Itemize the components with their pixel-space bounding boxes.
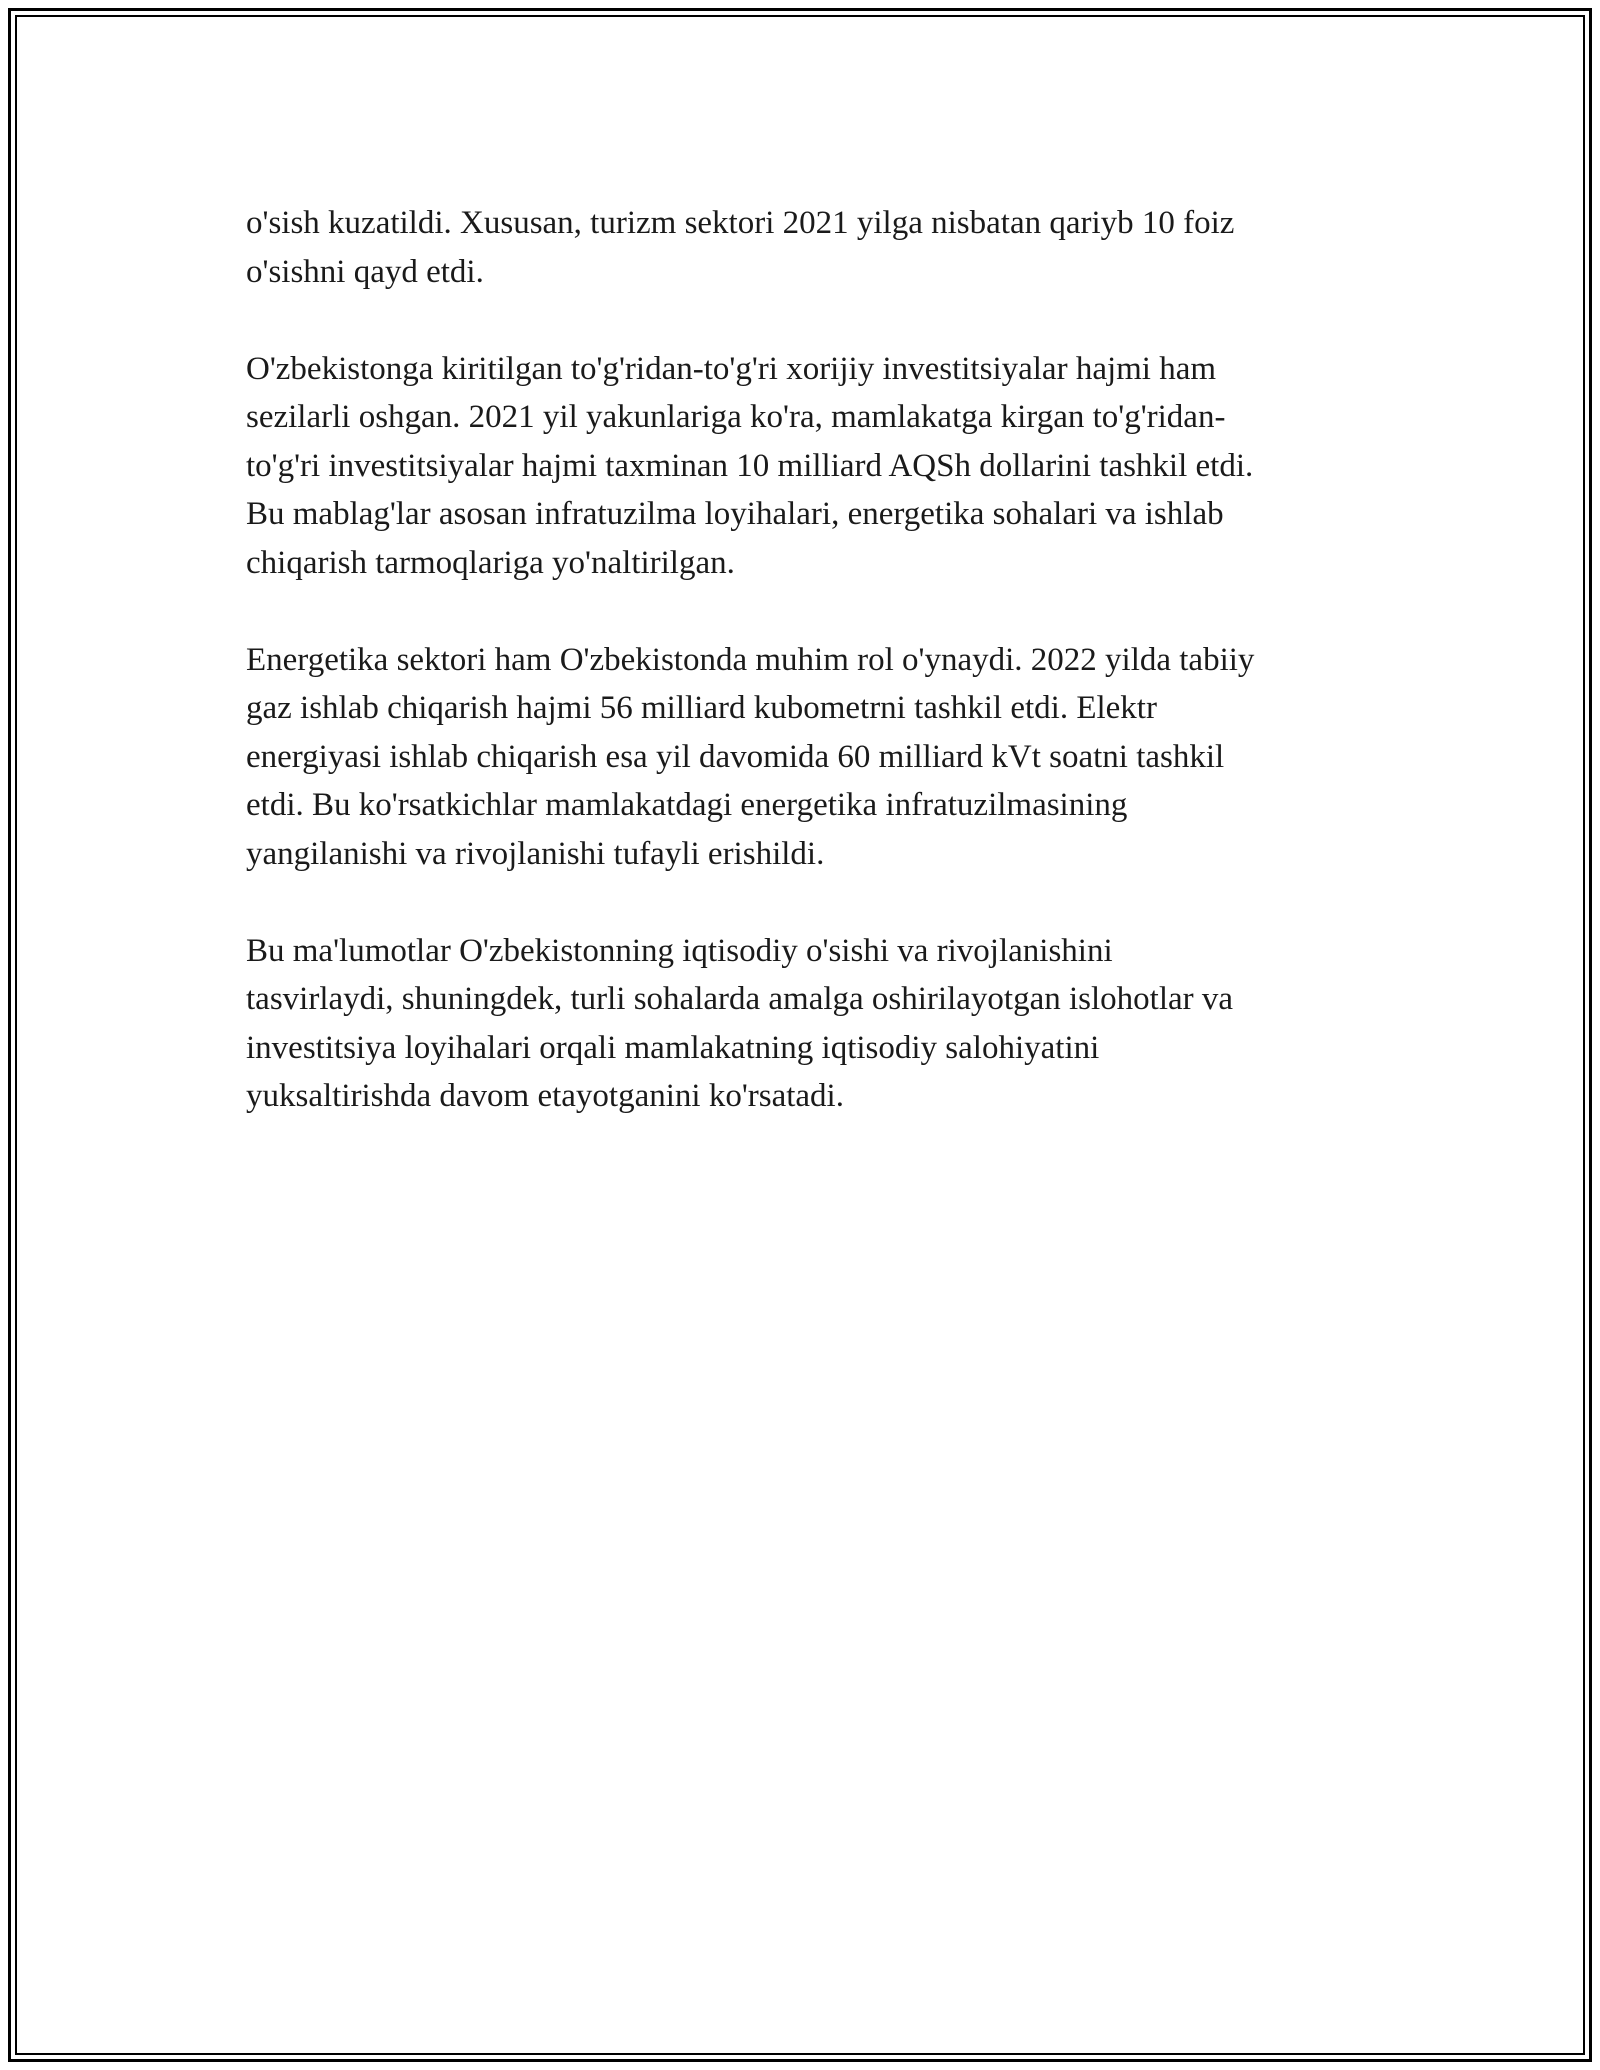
text-line: energiyasi ishlab chiqarish esa yil davomida 60 milliard kVt soatni tashkil [246, 738, 1225, 775]
page-frame [8, 8, 1592, 2062]
paragraph-foreign-investment [246, 345, 1386, 588]
text-line: sezilarli oshgan. 2021 yil yakunlariga ko'ra, mamlakatga kirgan to'g'ridan- [246, 399, 1226, 435]
text-line: gaz ishlab chiqarish hajmi 56 milliard kubometrni tashkil etdi. Elektr [246, 690, 1157, 726]
text-line: to'g'ri investitsiyalar hajmi taxminan 10 milliard AQSh dollarini tashkil etdi. [246, 447, 1254, 484]
text-line: O'zbekistonga kiritilgan to'g'ridan-to'g'ri xorijiy investitsiyalar hajmi ham [246, 350, 1217, 387]
text-line: tasvirlaydi, shuningdek, turli sohalarda amalga oshirilayotgan islohotlar va [246, 981, 1234, 1017]
text-line: Bu ma'lumotlar O'zbekistonning iqtisodiy o'sishi va rivojlanishini [246, 932, 1113, 969]
text-line: yangilanishi va rivojlanishi tufayli erishildi. [246, 835, 825, 872]
text-line: Bu mablag'lar asosan infratuzilma loyihalari, energetika sohalari va ishlab [246, 496, 1224, 532]
text-line: investitsiya loyihalari orqali mamlakatning iqtisodiy salohiyatini [246, 1029, 1100, 1066]
text-line: yuksaltirishda davom etayotganini ko'rsatadi. [246, 1078, 844, 1114]
paragraph-energy-sector [246, 636, 1386, 879]
paragraph-tourism-growth [246, 199, 1386, 296]
text-line: o'sish kuzatildi. Xususan, turizm sektori 2021 yilga nisbatan qariyb 10 foiz [246, 205, 1235, 241]
paragraph-conclusion [246, 927, 1386, 1121]
document-body [246, 199, 1386, 1169]
text-line: o'sishni qayd etdi. [246, 253, 484, 290]
text-line: chiqarish tarmoqlariga yo'naltirilgan. [246, 544, 735, 581]
text-line: Energetika sektori ham O'zbekistonda muhim rol o'ynaydi. 2022 yilda tabiiy [246, 641, 1255, 678]
text-line: etdi. Bu ko'rsatkichlar mamlakatdagi energetika infratuzilmasining [246, 787, 1128, 823]
